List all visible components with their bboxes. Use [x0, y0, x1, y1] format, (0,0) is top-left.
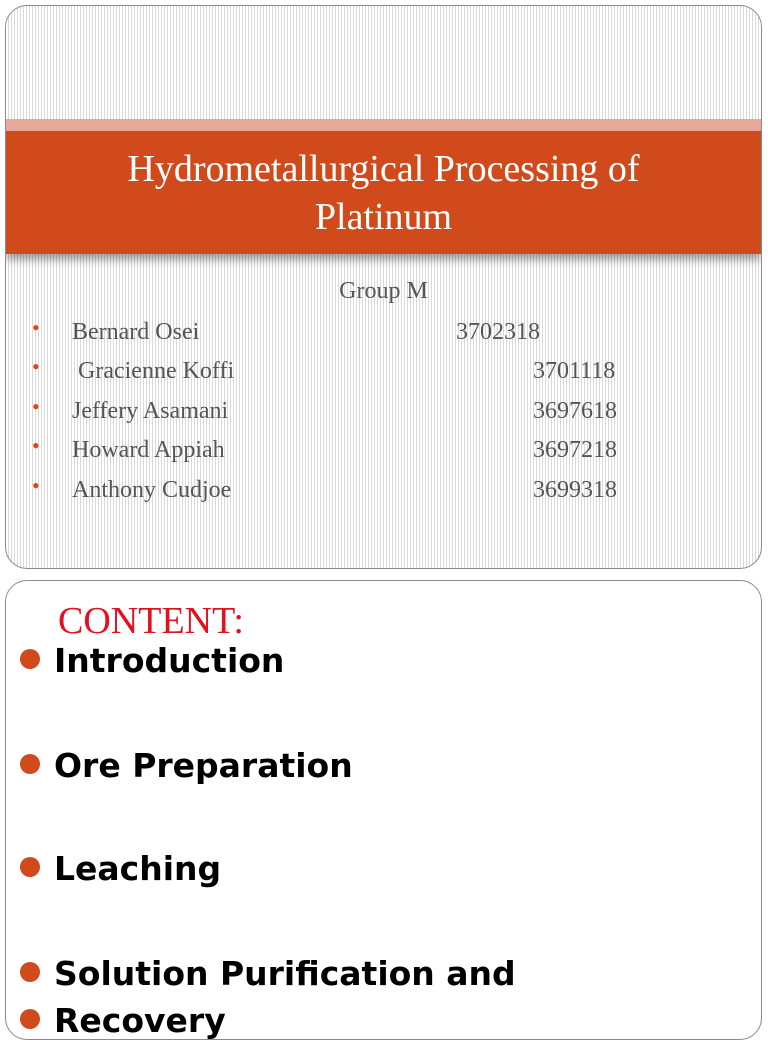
toc-item-label: Introduction	[54, 641, 285, 680]
member-name: Anthony Cudjoe	[72, 477, 232, 503]
bullet-dot-icon	[20, 649, 40, 669]
bullet-icon: •	[32, 315, 40, 340]
slide-title: Hydrometallurgical Processing of Platinum	[127, 147, 640, 238]
content-slide	[5, 580, 762, 1040]
bullet-icon: •	[32, 473, 40, 498]
member-row	[6, 473, 761, 509]
toc-item-label: Ore Preparation	[54, 746, 353, 785]
member-id: 3697618	[533, 398, 617, 424]
bullet-icon: •	[32, 354, 40, 379]
bullet-dot-icon	[20, 1009, 40, 1029]
member-id: 3699318	[533, 477, 617, 503]
title-band	[6, 131, 761, 254]
member-row	[6, 394, 761, 430]
member-id: 3702318	[456, 319, 540, 345]
member-row	[6, 354, 761, 390]
member-name: Gracienne Koffi	[78, 358, 235, 384]
group-label: Group M	[339, 278, 428, 304]
toc-item-label: Leaching	[54, 849, 222, 888]
bullet-icon: •	[32, 433, 40, 458]
member-row	[6, 433, 761, 469]
content-heading: CONTENT:	[58, 600, 244, 642]
toc-item-label: Solution Purification and	[54, 954, 516, 993]
bullet-dot-icon	[20, 754, 40, 774]
member-id: 3701118	[533, 358, 616, 384]
member-name: Jeffery Asamani	[72, 398, 229, 424]
member-id: 3697218	[533, 437, 617, 463]
title-band-highlight	[6, 119, 761, 131]
bullet-dot-icon	[20, 857, 40, 877]
toc-item-label: Recovery	[54, 1001, 226, 1040]
bullet-icon: •	[32, 394, 40, 419]
member-row	[6, 315, 761, 351]
member-name: Bernard Osei	[72, 319, 200, 345]
bullet-dot-icon	[20, 962, 40, 982]
member-name: Howard Appiah	[72, 437, 225, 463]
title-slide	[5, 5, 762, 569]
